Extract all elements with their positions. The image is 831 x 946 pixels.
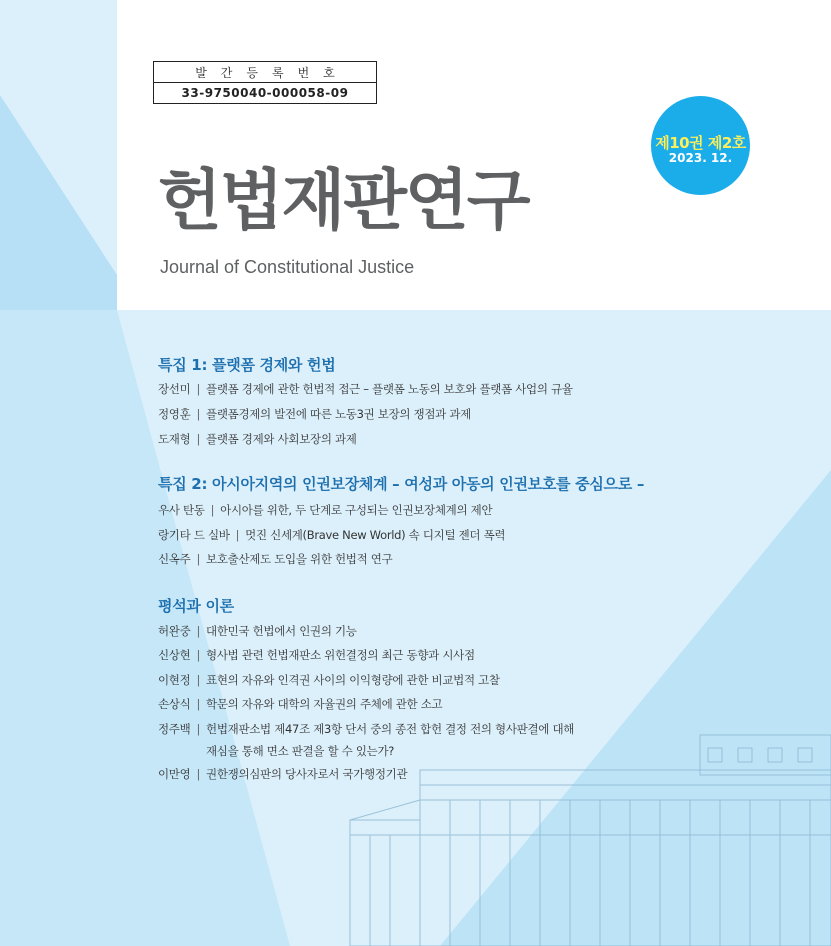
toc-entry: 도재형 | 플랫폼 경제와 사회보장의 과제 (158, 432, 357, 446)
journal-title-korean: 헌법재판연구 (158, 162, 529, 239)
toc-entry: 손상식 | 학문의 자유와 대학의 자율권의 주체에 관한 소고 (158, 697, 443, 711)
registration-title: 발간등록번호 (154, 62, 377, 83)
toc-entry: 허완중 | 대한민국 헌법에서 인권의 기능 (158, 624, 357, 638)
toc-author: 이현정 (158, 673, 191, 687)
toc-entry: 이만영 | 권한쟁의심판의 당사자로서 국가행정기관 (158, 767, 408, 781)
toc-author: 정주백 (158, 722, 191, 736)
toc-author: 도재형 (158, 432, 191, 446)
toc-title: 학문의 자유와 대학의 자율권의 주체에 관한 소고 (206, 697, 443, 711)
toc-title: 대한민국 헌법에서 인권의 기능 (206, 624, 357, 638)
section-heading-special-1: 특집 1: 플랫폼 경제와 헌법 (158, 356, 336, 374)
toc-title: 멋진 신세계(Brave New World) 속 디지털 젠더 폭력 (245, 528, 506, 542)
toc-title: 표현의 자유와 인격권 사이의 이익형량에 관한 비교법적 고찰 (206, 673, 500, 687)
toc-entry: 정영훈 | 플랫폼경제의 발전에 따른 노동3권 보장의 쟁점과 과제 (158, 407, 471, 421)
toc-author: 신상현 (158, 648, 191, 662)
toc-entry: 장선미 | 플랫폼 경제에 관한 헌법적 접근 – 플랫폼 노동의 보호와 플랫폼 사업의 규율 (158, 382, 573, 396)
toc-author: 신옥주 (158, 552, 191, 566)
toc-author: 정영훈 (158, 407, 191, 421)
toc-entry: 정주백 | 헌법재판소법 제47조 제3항 단서 중의 종전 합헌 결정 전의 형사판결에 대해 재심을 통해 면소 판결을 할 수 있는가? (158, 719, 574, 763)
toc-author: 랑기타 드 실바 (158, 528, 230, 542)
toc-title-continued: 재심을 통해 면소 판결을 할 수 있는가? (206, 743, 395, 758)
toc-entry: 신옥주 | 보호출산제도 도입을 위한 헌법적 연구 (158, 552, 393, 566)
toc-author: 이만영 (158, 767, 191, 781)
volume-label: 제10권 제2호 (655, 134, 746, 152)
toc-entry: 랑기타 드 실바 | 멋진 신세계(Brave New World) 속 디지털 젠더 폭력 (158, 528, 506, 542)
toc-title: 아시아를 위한, 두 단계로 구성되는 인권보장체계의 제안 (220, 503, 493, 517)
toc-title: 권한쟁의심판의 당사자로서 국가행정기관 (206, 767, 408, 781)
toc-author: 장선미 (158, 382, 191, 396)
toc-title: 보호출산제도 도입을 위한 헌법적 연구 (206, 552, 393, 566)
toc-title: 플랫폼 경제에 관한 헌법적 접근 – 플랫폼 노동의 보호와 플랫폼 사업의 규율 (206, 382, 573, 396)
toc-author: 허완중 (158, 624, 191, 638)
toc-title: 헌법재판소법 제47조 제3항 단서 중의 종전 합헌 결정 전의 형사판결에 대해 (206, 722, 575, 736)
toc-title: 플랫폼 경제와 사회보장의 과제 (206, 432, 357, 446)
toc-author: 손상식 (158, 697, 191, 711)
toc-title: 형사법 관련 헌법재판소 위헌결정의 최근 동향과 시사점 (206, 648, 475, 662)
section-heading-review: 평석과 이론 (158, 597, 234, 615)
toc-author: 우사 탄동 (158, 503, 205, 517)
toc-title: 플랫폼경제의 발전에 따른 노동3권 보장의 쟁점과 과제 (206, 407, 471, 421)
toc-entry: 신상현 | 형사법 관련 헌법재판소 위헌결정의 최근 동향과 시사점 (158, 648, 475, 662)
journal-title-english: Journal of Constitutional Justice (160, 257, 415, 277)
volume-badge (651, 96, 750, 195)
issue-date: 2023. 12. (668, 151, 733, 165)
toc-entry: 우사 탄동 | 아시아를 위한, 두 단계로 구성되는 인권보장체계의 제안 (158, 503, 493, 517)
registration-number: 33-9750040-000058-09 (154, 83, 377, 104)
toc-entry: 이현정 | 표현의 자유와 인격권 사이의 이익형량에 관한 비교법적 고찰 (158, 673, 500, 687)
section-heading-special-2: 특집 2: 아시아지역의 인권보장체계 – 여성과 아동의 인권보호를 중심으로 – (158, 475, 645, 493)
registration-box (153, 61, 377, 104)
